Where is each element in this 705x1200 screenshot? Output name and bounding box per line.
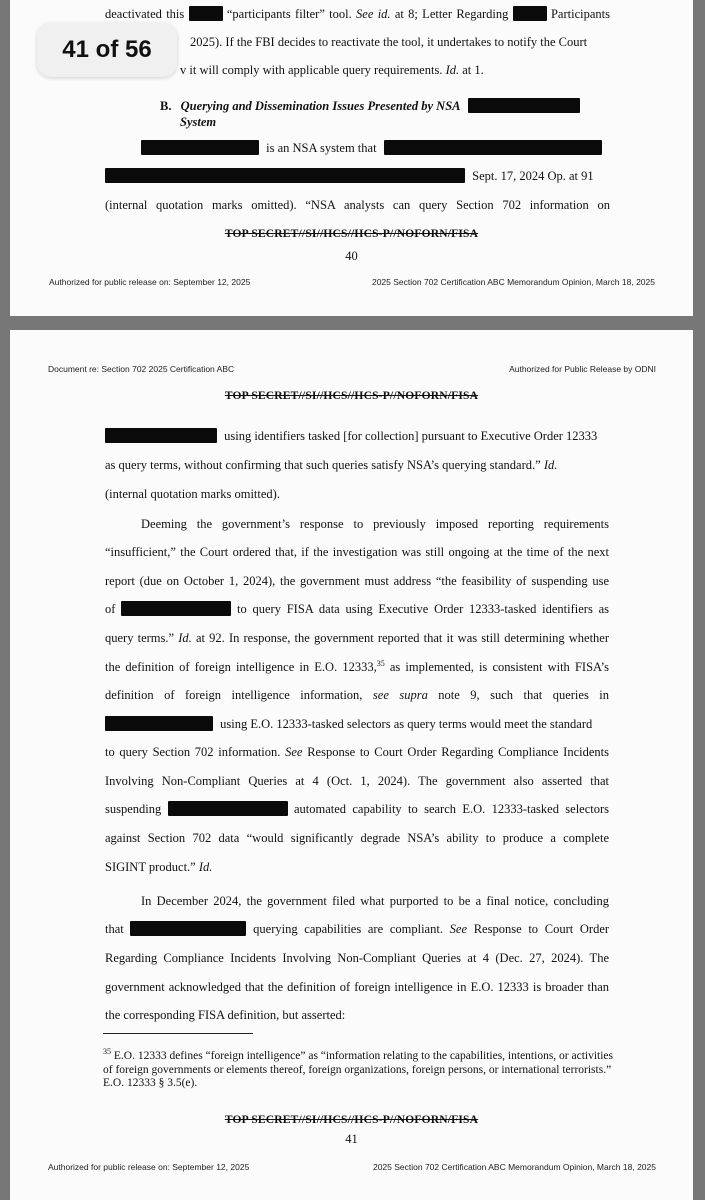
text-line: report (due on October 1, 2024), the government must address “the feasibility of suspending use <box>105 574 609 588</box>
text-line: Deeming the government’s response to previously imposed reporting requirements <box>141 517 609 531</box>
text-line: “insufficient,” the Court ordered that, if the investigation was still ongoing at the time of the next <box>105 545 609 559</box>
redaction-block <box>168 801 288 816</box>
classification-marking-top: TOP SECRET//SI//HCS//HCS-P//NOFORN/FISA <box>224 390 479 402</box>
page-number: 40 <box>345 249 358 263</box>
text-line: v it will comply with applicable query requirements. Id. at 1. <box>180 63 484 77</box>
text-line: of to query FISA data using Executive Order 12333-tasked identifiers as <box>105 602 610 616</box>
text-line: SIGINT product.” Id. <box>105 860 213 874</box>
text-line: the corresponding FISA definition, but asserted: <box>105 1008 346 1022</box>
redaction-block <box>513 6 547 21</box>
redaction-block <box>105 168 465 183</box>
text-line: Sept. 17, 2024 Op. at 91 <box>105 168 594 184</box>
redaction-block <box>384 140 602 155</box>
classification-marking-bottom: TOP SECRET//SI//HCS//HCS-P//NOFORN/FISA <box>224 1114 479 1126</box>
text-line: is an NSA system that <box>141 140 602 156</box>
text-line: using identifiers tasked [for collection] pursuant to Executive Order 12333 <box>105 428 597 444</box>
text-line: using E.O. 12333-tasked selectors as query terms would meet the standard <box>105 716 592 732</box>
text-line: Regarding Compliance Incidents Involving Non-Compliant Queries at 4 (Dec. 27, 2024). The <box>105 951 609 965</box>
text-line: In December 2024, the government filed what purported to be a final notice, concluding <box>141 894 609 908</box>
text-line: as query terms, without confirming that such queries satisfy NSA’s querying standard.” Id. <box>105 458 558 472</box>
footnote-35: $^{35}$ E.O. 12333 defines “foreign intelligence” as “information relating to the capabilities, intentions, or activities of foreign governments or elements thereof, foreign organizations, foreign persons, or international terrorists.” E.O. 12333 § 3.5(e). <box>103 1047 614 1089</box>
text-line: 2025). If the FBI decides to reactivate the tool, it undertakes to notify the Court <box>190 35 588 49</box>
text-line: government acknowledged that the definition of foreign intelligence in E.O. 12333 is broader than <box>105 980 609 994</box>
page-number: 41 <box>345 1132 358 1146</box>
text-line: definition of foreign intelligence information, see supra note 9, such that queries in <box>105 688 610 702</box>
redaction-block <box>121 601 231 616</box>
text-line: (internal quotation marks omitted). <box>105 487 280 501</box>
text-line: Involving Non-Compliant Queries at 4 (Oct. 1, 2024). The government also asserted that <box>105 774 609 788</box>
text-line: suspending automated capability to search E.O. 12333-tasked selectors <box>105 802 610 816</box>
text-line: query terms.” Id. at 92. In response, the government reported that it was still determining whether <box>105 631 610 645</box>
text-line: against Section 702 data “would significantly degrade NSA’s ability to produce a complete <box>105 831 609 845</box>
footnote-rule <box>103 1033 253 1034</box>
page-counter-badge: 41 of 56 <box>37 23 177 77</box>
text-line: deactivated this “participants filter” tool. See id. at 8; Letter Regarding Participants <box>105 7 610 21</box>
footer-right: 2025 Section 702 Certification ABC Memorandum Opinion, March 18, 2025 <box>371 277 655 287</box>
footer-left: Authorized for public release on: September 12, 2025 <box>48 1162 250 1172</box>
section-heading-line2: System <box>180 115 217 129</box>
document-page-41 <box>10 330 693 1200</box>
text-line: that querying capabilities are compliant. See Response to Court Order <box>105 922 610 936</box>
footer-right: 2025 Section 702 Certification ABC Memorandum Opinion, March 18, 2025 <box>372 1162 656 1172</box>
redaction-block <box>130 921 246 936</box>
redaction-block <box>189 6 223 21</box>
section-heading: B. Querying and Dissemination Issues Presented by NSA <box>160 98 580 114</box>
text-line: (internal quotation marks omitted). “NSA analysts can query Section 702 information on <box>105 198 610 212</box>
text-line: the definition of foreign intelligence in E.O. 12333,35 as implemented, is consistent with FISA’s <box>105 658 609 674</box>
footer-left: Authorized for public release on: September 12, 2025 <box>49 277 251 287</box>
redaction-block <box>468 98 580 113</box>
text-line: to query Section 702 information. See Response to Court Order Regarding Compliance Incidents <box>105 745 610 759</box>
classification-marking: TOP SECRET//SI//HCS//HCS-P//NOFORN/FISA <box>224 228 479 240</box>
redaction-block <box>105 716 213 731</box>
redaction-block <box>105 428 217 443</box>
header-right: Authorized for Public Release by ODNI <box>509 364 656 374</box>
redaction-block <box>141 140 259 155</box>
header-left: Document re: Section 702 2025 Certification ABC <box>48 364 235 374</box>
